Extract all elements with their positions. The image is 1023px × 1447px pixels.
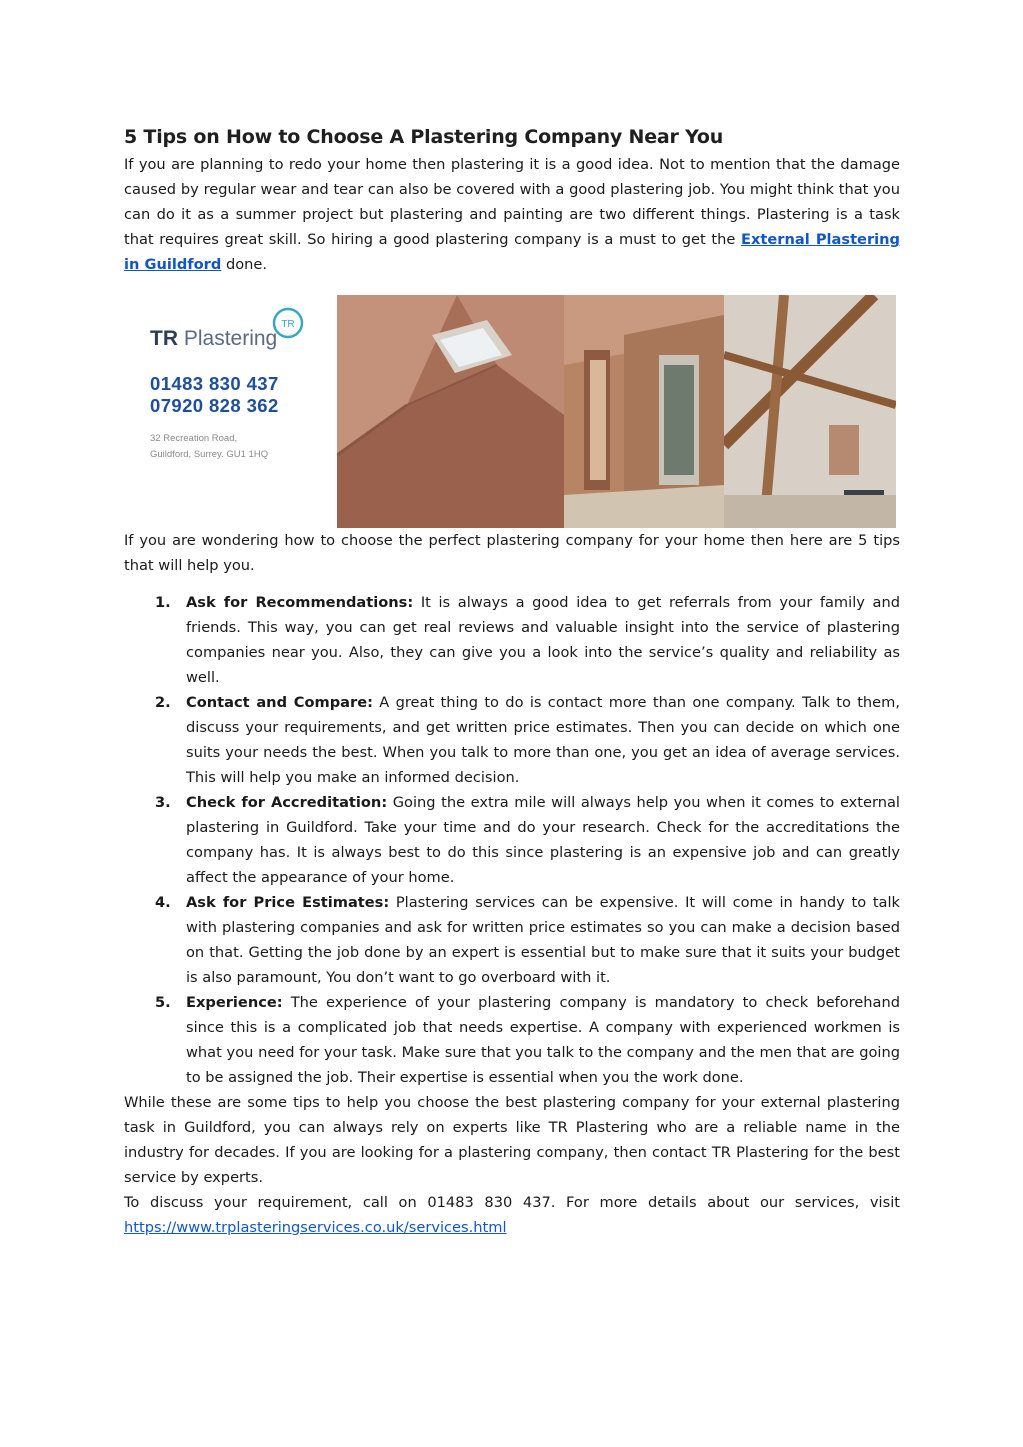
tip-number: 2. bbox=[155, 694, 171, 711]
intro-paragraph bbox=[124, 152, 900, 277]
intro-text-end: done. bbox=[221, 256, 268, 273]
tips-list bbox=[124, 590, 900, 1090]
document-page bbox=[124, 122, 900, 1240]
closing-paragraph: While these are some tips to help you choose the best plastering company for your external plastering task in Guildford, you can always rely on experts like TR Plastering who are a reliable name in the industry for decades. If you are looking for a plastering company, then contact TR Plastering for the best service by experts. bbox=[124, 1094, 900, 1186]
photo-loft-room bbox=[337, 295, 564, 528]
company-logo-card bbox=[124, 295, 337, 528]
page-title: 5 Tips on How to Choose A Plastering Company Near You bbox=[124, 126, 724, 148]
list-item bbox=[124, 990, 900, 1090]
address-line-1: 32 Recreation Road, bbox=[150, 433, 238, 444]
list-item bbox=[124, 890, 900, 990]
services-link[interactable]: https://www.trplasteringservices.co.uk/services.html bbox=[124, 1219, 507, 1236]
tip-text: It is always a good idea to get referrals from your family and friends. This way, you can get real reviews and valuable insight into the service of plastering companies near you. Also, they can give you a look into the service’s quality and reliability as well. bbox=[186, 594, 900, 686]
tip-number: 5. bbox=[155, 994, 171, 1011]
tip-text: The experience of your plastering company is mandatory to check beforehand since this is a complicated job that needs expertise. A company with experienced workmen is what you need for your task. Make sure that you talk to the company and the men that are going to be assigned the job. Their expertise is essential when you the work done. bbox=[186, 994, 900, 1086]
brand-name bbox=[150, 327, 277, 351]
photo-timber-beams bbox=[724, 295, 896, 528]
tip-number: 4. bbox=[155, 894, 171, 911]
tip-label: Check for Accreditation: bbox=[186, 794, 388, 811]
tip-label: Contact and Compare: bbox=[186, 694, 373, 711]
company-banner-image bbox=[124, 295, 900, 528]
tip-label: Ask for Recommendations: bbox=[186, 594, 414, 611]
badge-text: TR bbox=[281, 319, 295, 330]
brand-prefix: TR bbox=[150, 327, 178, 350]
list-item bbox=[124, 590, 900, 690]
photo-hallway bbox=[564, 295, 724, 528]
contact-text: To discuss your requirement, call on 01483 830 437. For more details about our services, visit bbox=[124, 1194, 900, 1211]
contact-paragraph bbox=[124, 1190, 900, 1240]
external-plastering-link[interactable]: External Plastering in Guildford bbox=[124, 231, 900, 273]
tip-text: Going the extra mile will always help you when it comes to external plastering in Guildford. Take your time and do your research. Check for the accreditations the company has. It is always best to do this since plastering is an expensive job and can greatly affect the appearance of your home. bbox=[186, 794, 900, 886]
phone-number-2: 07920 828 362 bbox=[150, 395, 279, 416]
tip-number: 1. bbox=[155, 594, 171, 611]
tip-text: A great thing to do is contact more than one company. Talk to them, discuss your requirements, and get written price estimates. Then you can decide on which one suits your needs the best. When you talk to more than one, you get an idea of average services. This will help you make an informed decision. bbox=[186, 694, 900, 786]
lead-paragraph: If you are wondering how to choose the perfect plastering company for your home then here are 5 tips that will help you. bbox=[124, 532, 900, 574]
brand-suffix: Plastering bbox=[183, 327, 278, 350]
intro-text: If you are planning to redo your home then plastering it is a good idea. Not to mention that the damage caused by regular wear and tear can also be covered with a good plastering job. You might think that you can do it as a summer project but plastering and painting are two different things. Plastering is a task that requires great skill. So hiring a good plastering company is a must to get the bbox=[124, 156, 900, 248]
tip-label: Ask for Price Estimates: bbox=[186, 894, 390, 911]
address-line-2: Guildford, Surrey. GU1 1HQ bbox=[150, 449, 269, 460]
list-item bbox=[124, 790, 900, 890]
tip-label: Experience: bbox=[186, 994, 283, 1011]
tip-number: 3. bbox=[155, 794, 171, 811]
list-item bbox=[124, 690, 900, 790]
tip-text: Plastering services can be expensive. It will come in handy to talk with plastering companies and ask for written price estimates so you can make a decision based on that. Getting the job done by an expert is essential but to make sure that it suits your budget is also paramount, You don’t want to go overboard with it. bbox=[186, 894, 900, 986]
phone-number-1: 01483 830 437 bbox=[150, 373, 279, 394]
